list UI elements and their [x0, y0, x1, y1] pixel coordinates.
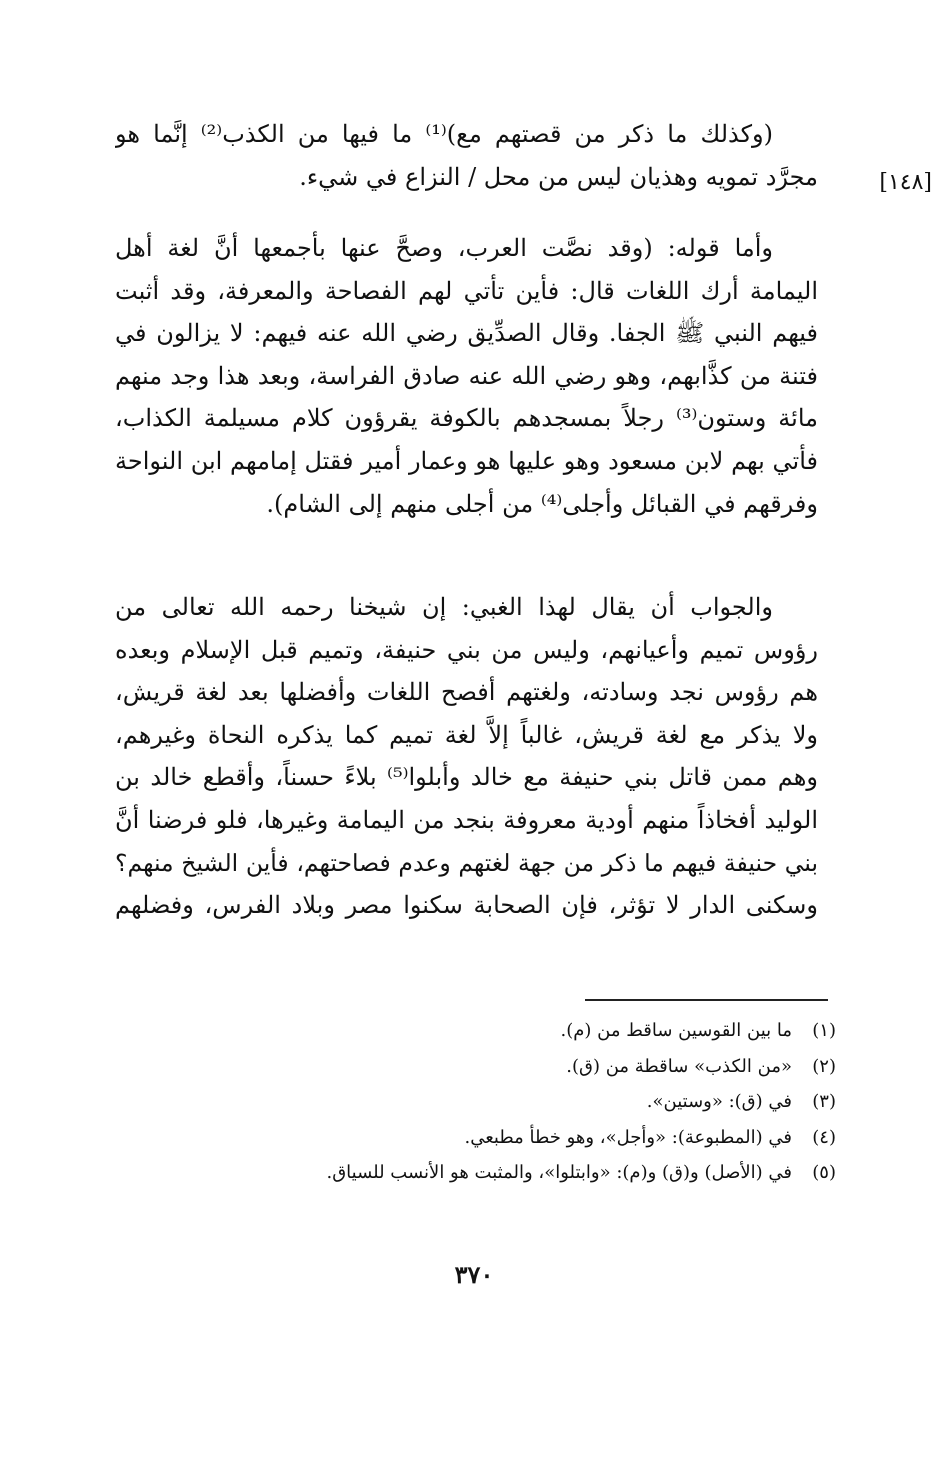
paragraph-3	[115, 586, 818, 927]
paragraph-line: فتنة من كذَّابهم، وهو رضي الله عنه صادق الفراسة، وبعد هذا وجد منهم	[115, 361, 818, 390]
footnote	[140, 1155, 836, 1191]
footnote-text: «من الكذب» ساقطة من (ق).	[566, 1055, 792, 1077]
paragraph-line: وهم ممن قاتل بني حنيفة مع خالد وأبلوا⁽⁵⁾ بلاءً حسناً، وأقطع خالد بن	[115, 763, 818, 792]
footnote-text: في (الأصل) و(ق) و(م): «وابتلوا»، والمثبت هو الأنسب للسياق.	[326, 1162, 792, 1184]
paragraph-line: وفرقهم في القبائل وأجلى⁽⁴⁾ من أجلى منهم إلى الشام).	[266, 489, 818, 518]
margin-page-reference: [١٤٨]	[879, 170, 932, 195]
footnote	[140, 1120, 836, 1156]
footnote	[140, 1049, 836, 1085]
paragraph-line: هم رؤوس نجد وسادته، ولغتهم أفصح اللغات وأفضلها بعد لغة قريش،	[115, 678, 818, 707]
footnote-separator	[585, 999, 828, 1001]
footnote-text: في (المطبوعة): «وأجل»، وهو خطأ مطبعي.	[464, 1126, 792, 1148]
paragraph-line: (وكذلك ما ذكر من قصتهم مع)⁽¹⁾ ما فيها من الكذب⁽²⁾ إنَّما هو	[115, 120, 773, 148]
footnote-number: (٤)	[812, 1126, 836, 1148]
paragraph-line: بني حنيفة فيهم ما ذكر من جهة لغتهم وعدم فصاحتهم، فأين الشيخ منهم؟	[115, 848, 818, 877]
paragraph-1	[115, 113, 818, 198]
paragraph-line: اليمامة أرك اللغات قال: فأين تأتي لهم الفصاحة والمعرفة، وقد أثبت	[115, 276, 818, 305]
footnote-number: (١)	[812, 1020, 836, 1041]
paragraph-line: والجواب أن يقال لهذا الغبي: إن شيخنا رحمه الله تعالى من	[115, 593, 773, 621]
paragraph-line: وأما قوله: (وقد نصَّت العرب، وصحَّ عنها بأجمعها أنَّ لغة أهل	[115, 234, 773, 262]
paragraph-line: وسكنى الدار لا تؤثر، فإن الصحابة سكنوا مصر وبلاد الفرس، وفضلهم	[115, 891, 818, 920]
footnote-number: (٢)	[812, 1055, 836, 1077]
page-number: ٣٧٠	[454, 1260, 494, 1289]
footnotes	[140, 1013, 836, 1191]
paragraph-line: الوليد أفخاذاً منهم أودية معروفة بنجد من اليمامة وغيرها، فلو فرضنا أنَّ	[115, 805, 818, 834]
paragraph-line: مجرَّد تمويه وهذيان ليس من محل / النزاع في شيء.	[299, 162, 818, 191]
paragraph-line: فأتي بهم لابن مسعود وهو عليها هو وعمار أمير فقتل إمامهم ابن النواحة	[115, 446, 818, 475]
paragraph-line: ولا يذكر مع لغة قريش، غالباً إلاَّ لغة تميم كما يذكره النحاة وغيرهم،	[115, 720, 818, 749]
paragraph-line: مائة وستون⁽³⁾ رجلاً بمسجدهم بالكوفة يقرؤون كلام مسيلمة الكذاب،	[115, 404, 818, 433]
footnote	[140, 1013, 836, 1049]
paragraph-2	[115, 227, 818, 525]
footnote-text: ما بين القوسين ساقط من (م).	[560, 1020, 792, 1041]
footnote-number: (٣)	[812, 1091, 836, 1113]
footnote-text: في (ق): «وستين».	[646, 1091, 792, 1113]
paragraph-line: رؤوس تميم وأعيانهم، وليس من بني حنيفة، وتميم قبل الإسلام وبعده	[115, 635, 818, 664]
paragraph-line: فيهم النبي ﷺ الجفا. وقال الصدِّيق رضي الله عنه فيهم: لا يزالون في	[115, 319, 818, 348]
footnote-number: (٥)	[812, 1162, 836, 1184]
footnote	[140, 1084, 836, 1120]
